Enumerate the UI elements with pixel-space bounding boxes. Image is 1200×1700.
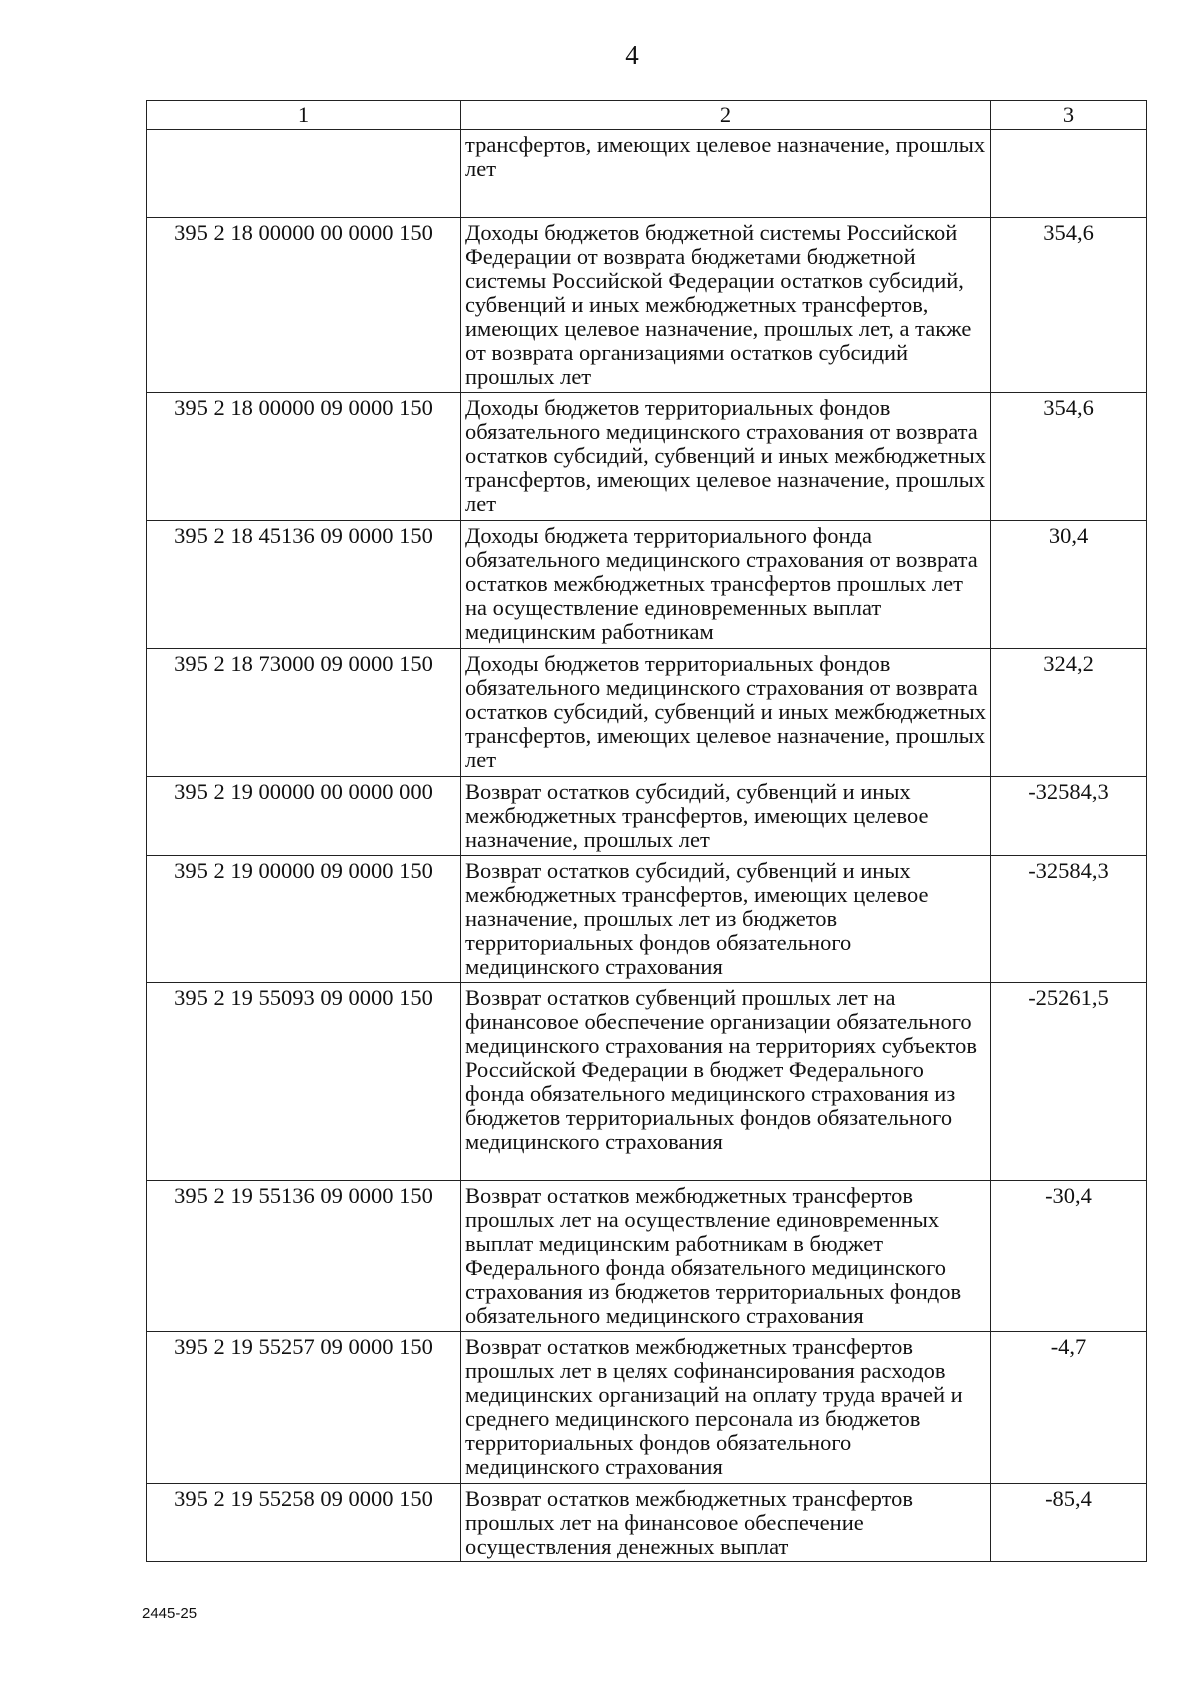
row-description: Возврат остатков субсидий, субвенций и иных межбюджетных трансфертов, имеющих целевое назначение, прошлых лет	[461, 777, 991, 856]
table-row	[147, 521, 1147, 649]
row-amount: -25261,5	[991, 983, 1147, 1181]
row-amount: -30,4	[991, 1181, 1147, 1332]
row-description: Доходы бюджета территориального фонда обязательного медицинского страхования от возврата остатков межбюджетных трансфертов прошлых лет на осуществление единовременных выплат медицинским работникам	[461, 521, 991, 649]
column-header-description: 2	[461, 101, 991, 130]
row-code	[147, 130, 461, 218]
row-description: Возврат остатков межбюджетных трансфертов прошлых лет на осуществление единовременных выплат медицинским работникам в бюджет Федерального фонда обязательного медицинского страхования из бюджетов территориальных фондов обязательного медицинского страхования	[461, 1181, 991, 1332]
document-code: 2445-25	[142, 1605, 198, 1622]
row-code: 395 2 18 45136 09 0000 150	[147, 521, 461, 649]
row-amount: 324,2	[991, 649, 1147, 777]
row-amount: -85,4	[991, 1484, 1147, 1562]
row-code: 395 2 19 55136 09 0000 150	[147, 1181, 461, 1332]
row-amount: 354,6	[991, 393, 1147, 521]
table-row	[147, 1484, 1147, 1562]
row-amount: 30,4	[991, 521, 1147, 649]
table-header-row	[147, 101, 1147, 130]
row-description: Доходы бюджетов территориальных фондов обязательного медицинского страхования от возврата остатков субсидий, субвенций и иных межбюджетных трансфертов, имеющих целевое назначение, прошлых лет	[461, 649, 991, 777]
row-amount: -32584,3	[991, 777, 1147, 856]
row-description: Доходы бюджетов бюджетной системы Российской Федерации от возврата бюджетами бюджетной системы Российской Федерации остатков субсидий, субвенций и иных межбюджетных трансфертов, имеющих целевое назначение, прошлых лет, а также от возврата организациями остатков субсидий прошлых лет	[461, 218, 991, 393]
row-code: 395 2 18 00000 00 0000 150	[147, 218, 461, 393]
row-amount: -32584,3	[991, 856, 1147, 983]
row-code: 395 2 18 73000 09 0000 150	[147, 649, 461, 777]
row-amount: 354,6	[991, 218, 1147, 393]
row-amount	[991, 130, 1147, 218]
table-row	[147, 393, 1147, 521]
table-row	[147, 1332, 1147, 1484]
row-description: Возврат остатков субсидий, субвенций и иных межбюджетных трансфертов, имеющих целевое назначение, прошлых лет из бюджетов территориальных фондов обязательного медицинского страхования	[461, 856, 991, 983]
row-code: 395 2 18 00000 09 0000 150	[147, 393, 461, 521]
table-row	[147, 983, 1147, 1181]
row-code: 395 2 19 55093 09 0000 150	[147, 983, 461, 1181]
row-code: 395 2 19 55257 09 0000 150	[147, 1332, 461, 1484]
page-number: 4	[625, 40, 639, 70]
table-row	[147, 777, 1147, 856]
revenue-table	[146, 100, 1147, 1562]
row-description: Доходы бюджетов территориальных фондов обязательного медицинского страхования от возврата остатков субсидий, субвенций и иных межбюджетных трансфертов, имеющих целевое назначение, прошлых лет	[461, 393, 991, 521]
row-code: 395 2 19 00000 00 0000 000	[147, 777, 461, 856]
column-header-code: 1	[147, 101, 461, 130]
table-row	[147, 218, 1147, 393]
row-amount: -4,7	[991, 1332, 1147, 1484]
row-description: Возврат остатков субвенций прошлых лет на финансовое обеспечение организации обязательного медицинского страхования на территориях субъектов Российской Федерации в бюджет Федерального фонда обязательного медицинского страхования из бюджетов территориальных фондов обязательного медицинского страхования	[461, 983, 991, 1181]
row-description: трансфертов, имеющих целевое назначение, прошлых лет	[461, 130, 991, 218]
table-row	[147, 649, 1147, 777]
row-description: Возврат остатков межбюджетных трансфертов прошлых лет в целях софинансирования расходов медицинских организаций на оплату труда врачей и среднего медицинского персонала из бюджетов территориальных фондов обязательного медицинского страхования	[461, 1332, 991, 1484]
table-row	[147, 1181, 1147, 1332]
column-header-amount: 3	[991, 101, 1147, 130]
row-code: 395 2 19 00000 09 0000 150	[147, 856, 461, 983]
row-code: 395 2 19 55258 09 0000 150	[147, 1484, 461, 1562]
table-row	[147, 130, 1147, 218]
table-row	[147, 856, 1147, 983]
row-description: Возврат остатков межбюджетных трансфертов прошлых лет на финансовое обеспечение осуществления денежных выплат	[461, 1484, 991, 1562]
